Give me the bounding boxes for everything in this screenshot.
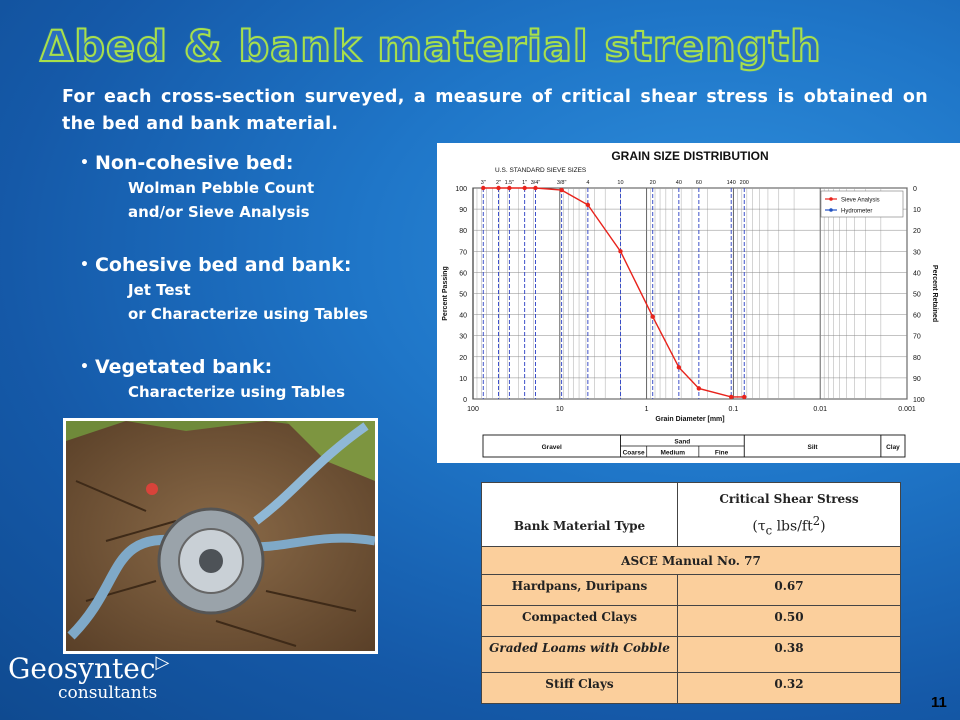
sieve-analysis-point bbox=[586, 203, 590, 207]
soil-class-gravel: Gravel bbox=[541, 444, 562, 451]
legend-label-sieve: Sieve Analysis bbox=[841, 197, 880, 204]
sieve-label: 1" bbox=[522, 180, 528, 186]
chart-title: GRAIN SIZE DISTRIBUTION bbox=[611, 149, 769, 163]
logo-subtitle: consultants bbox=[58, 683, 158, 703]
bullet-list bbox=[80, 150, 430, 404]
y-right-tick-label: 100 bbox=[913, 397, 925, 404]
jet-test-photo bbox=[63, 418, 378, 654]
sieve-analysis-point bbox=[697, 386, 701, 390]
y-tick-label: 10 bbox=[459, 375, 467, 383]
sieve-analysis-point bbox=[481, 186, 485, 190]
col-header-shear-line2: ($\tau_c$ lbs/$ft^2$) bbox=[752, 513, 826, 538]
table-band-asce: ASCE Manual No. 77 bbox=[482, 547, 901, 575]
soil-class-sand: Sand bbox=[674, 438, 691, 446]
y-right-axis-label: Percent Retained bbox=[931, 264, 938, 323]
col-header-material: Bank Material Type bbox=[482, 483, 678, 547]
legend-marker-sieve bbox=[829, 197, 833, 201]
sieve-analysis-point bbox=[533, 186, 537, 190]
y-right-tick-label: 40 bbox=[913, 270, 921, 278]
sieve-label: 3" bbox=[480, 180, 486, 186]
y-tick-label: 100 bbox=[455, 186, 467, 193]
x-tick-label: 0.001 bbox=[898, 406, 916, 413]
sand-sub-coarse: Coarse bbox=[622, 449, 645, 457]
y-right-tick-label: 30 bbox=[913, 249, 921, 257]
soil-class-clay: Clay bbox=[886, 444, 900, 451]
x-tick-label: 0.1 bbox=[728, 406, 739, 413]
sieve-label: 20 bbox=[649, 180, 656, 186]
col-header-shear-line1: Critical Shear Stress bbox=[719, 491, 859, 506]
critical-shear-table bbox=[481, 482, 901, 704]
bullet-sub: and/or Sieve Analysis bbox=[128, 203, 310, 221]
sieve-analysis-line bbox=[483, 188, 744, 397]
y-tick-label: 80 bbox=[459, 228, 467, 236]
legend-marker-hydrometer bbox=[829, 208, 833, 212]
slide-title: Δbed & bank material strength bbox=[40, 22, 822, 72]
sieve-analysis-point bbox=[522, 186, 526, 190]
sieve-label: 3/4" bbox=[530, 180, 541, 186]
grain-size-chart bbox=[437, 143, 960, 463]
bullet-noncohesive bbox=[80, 150, 430, 176]
sieve-analysis-point bbox=[496, 186, 500, 190]
sieve-label: 1.5" bbox=[504, 180, 515, 186]
jet-test-photo-image bbox=[66, 421, 375, 651]
y-right-tick-label: 60 bbox=[913, 312, 921, 320]
y-right-tick-label: 70 bbox=[913, 333, 921, 341]
grain-size-chart-svg bbox=[437, 143, 960, 463]
bullet-sub: or Characterize using Tables bbox=[128, 305, 368, 323]
page-number: 11 bbox=[931, 694, 947, 711]
y-right-tick-label: 10 bbox=[913, 207, 921, 215]
logo-triangle-icon: ▷ bbox=[155, 652, 170, 673]
x-tick-label: 1 bbox=[644, 406, 649, 413]
x-tick-label: 0.01 bbox=[813, 406, 828, 413]
legend-label-hydrometer: Hydrometer bbox=[841, 208, 873, 215]
col-header-shear bbox=[678, 483, 901, 547]
sieve-analysis-point bbox=[742, 395, 746, 399]
soil-class-silt: Silt bbox=[807, 444, 818, 451]
y-tick-label: 30 bbox=[459, 333, 467, 341]
sieve-analysis-point bbox=[651, 315, 655, 319]
bullet-cohesive bbox=[80, 252, 430, 278]
table-cell-material: Stiff Clays bbox=[482, 673, 678, 704]
y-right-tick-label: 80 bbox=[913, 354, 921, 362]
sieve-analysis-point bbox=[618, 249, 622, 253]
bullet-dot-icon: • bbox=[80, 257, 89, 273]
bullet-dot-icon: • bbox=[80, 359, 89, 375]
table-cell-material: Graded Loams with Cobble bbox=[482, 637, 678, 673]
x-tick-label: 100 bbox=[467, 406, 479, 413]
bullet-dot-icon: • bbox=[80, 155, 89, 171]
sieve-label: 2" bbox=[496, 180, 502, 186]
y-tick-label: 90 bbox=[459, 207, 467, 215]
bullet-label: Vegetated bank: bbox=[94, 356, 273, 378]
y-right-tick-label: 20 bbox=[913, 228, 921, 236]
sieve-analysis-point bbox=[677, 365, 681, 369]
sieve-label: 200 bbox=[739, 180, 749, 186]
sieve-label: 140 bbox=[726, 180, 736, 186]
y-tick-label: 50 bbox=[459, 291, 467, 299]
y-tick-label: 0 bbox=[463, 397, 467, 404]
sand-sub-medium: Medium bbox=[660, 449, 686, 457]
geosyntec-logo bbox=[8, 652, 169, 703]
bullet-sub: Jet Test bbox=[128, 281, 191, 299]
bullet-sub: Wolman Pebble Count bbox=[128, 179, 315, 197]
y-tick-label: 40 bbox=[459, 312, 467, 320]
logo-wordmark: Geosyntec bbox=[8, 652, 156, 685]
sieve-label: 40 bbox=[675, 180, 682, 186]
bullet-vegetated bbox=[80, 354, 430, 380]
y-axis-label: Percent Passing bbox=[442, 266, 449, 321]
table-cell-material: Hardpans, Duripans bbox=[482, 575, 678, 606]
bullet-label: Non-cohesive bed: bbox=[94, 152, 294, 174]
sand-sub-fine: Fine bbox=[714, 449, 729, 457]
sieve-analysis-point bbox=[559, 188, 563, 192]
y-right-tick-label: 0 bbox=[913, 186, 917, 193]
y-right-tick-label: 90 bbox=[913, 375, 921, 383]
sieve-analysis-point bbox=[729, 395, 733, 399]
table-cell-value: 0.50 bbox=[678, 606, 901, 637]
sieve-label: 60 bbox=[695, 180, 702, 186]
y-tick-label: 70 bbox=[459, 249, 467, 257]
sieve-label: 10 bbox=[617, 180, 624, 186]
x-axis-label: Grain Diameter [mm] bbox=[655, 416, 725, 423]
y-tick-label: 60 bbox=[459, 270, 467, 278]
bullet-sub: Characterize using Tables bbox=[128, 383, 346, 401]
table-cell-value: 0.67 bbox=[678, 575, 901, 606]
table-cell-value: 0.32 bbox=[678, 673, 901, 704]
bullet-label: Cohesive bed and bank: bbox=[94, 254, 352, 276]
y-tick-label: 20 bbox=[459, 354, 467, 362]
x-tick-label: 10 bbox=[555, 406, 564, 413]
sieve-label: 4 bbox=[586, 180, 590, 186]
y-right-tick-label: 50 bbox=[913, 291, 921, 299]
table-cell-value: 0.38 bbox=[678, 637, 901, 673]
sieve-analysis-point bbox=[507, 186, 511, 190]
sieve-label: 3/8" bbox=[556, 180, 567, 186]
chart-subtitle: U.S. STANDARD SIEVE SIZES bbox=[495, 167, 587, 174]
table-cell-material: Compacted Clays bbox=[482, 606, 678, 637]
intro-paragraph: For each cross-section surveyed, a measure of critical shear stress is obtained on the bed and bank material. bbox=[62, 87, 928, 134]
